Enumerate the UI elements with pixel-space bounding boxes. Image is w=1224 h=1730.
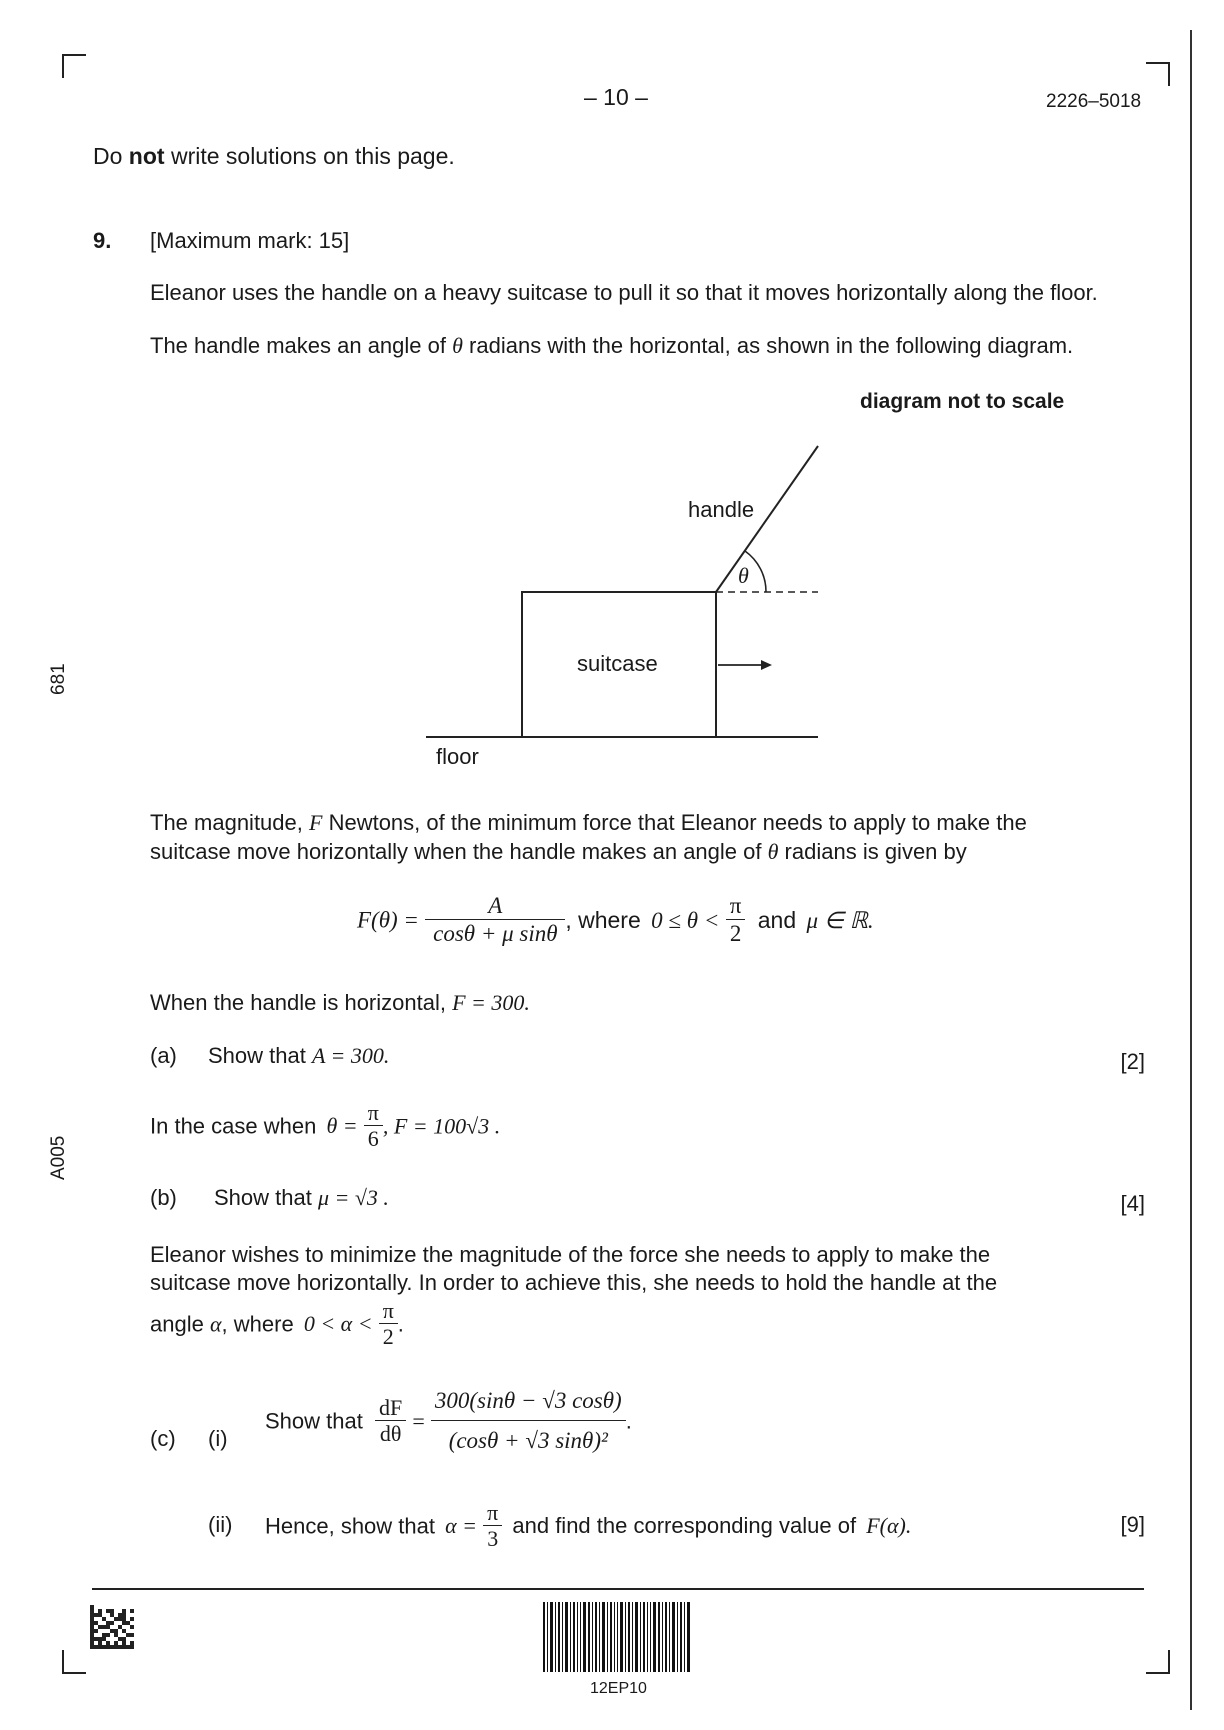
margin-code-top: 681 bbox=[48, 663, 69, 695]
part-c-ii-text-a: Hence, show that bbox=[265, 1513, 435, 1539]
minimize-pi: π bbox=[379, 1298, 398, 1324]
part-a-marks: [2] bbox=[1120, 1049, 1145, 1074]
derivative-eq: = bbox=[412, 1408, 425, 1434]
part-b bbox=[150, 1185, 1145, 1217]
page-number: – 10 – bbox=[584, 84, 648, 110]
max-mark: [Maximum mark: 15] bbox=[150, 228, 350, 253]
magnitude-line-2-a: suitcase move horizontally when the handle makes an angle of bbox=[150, 839, 762, 864]
minimize-end: . bbox=[397, 1311, 404, 1337]
minimize-line-2: suitcase move horizontally. In order to achieve this, she needs to hold the handle at the bbox=[150, 1270, 998, 1295]
part-c-sub-ii: (ii) bbox=[208, 1512, 233, 1537]
part-c-ii-three: 3 bbox=[487, 1526, 499, 1552]
suitcase-diagram bbox=[420, 440, 840, 780]
part-b-label: (b) bbox=[150, 1185, 177, 1210]
suitcase-label: suitcase bbox=[577, 651, 658, 676]
part-c-marks: [9] bbox=[1120, 1512, 1145, 1537]
intro-line-1: Eleanor uses the handle on a heavy suitcase to pull it so that it moves horizontally along the floor. bbox=[150, 280, 1098, 305]
intro-line-2-a: The handle makes an angle of bbox=[150, 333, 446, 358]
notice bbox=[93, 143, 455, 170]
part-c-ii-alpha-eq: α = bbox=[445, 1513, 478, 1539]
formula-where: , where bbox=[565, 907, 641, 934]
minimize-range: 0 < α < bbox=[303, 1311, 373, 1337]
paper-code: 2226–5018 bbox=[1046, 91, 1142, 112]
formula-fraction bbox=[425, 893, 565, 948]
magnitude-line-1-b: Newtons, of the minimum force that Eleanor needs to apply to make the bbox=[328, 810, 1027, 835]
part-b-math: μ = √3 . bbox=[317, 1185, 389, 1210]
part-a-label: (a) bbox=[150, 1043, 177, 1068]
case-fraction bbox=[364, 1100, 383, 1153]
case-f-eq: , F = 100√3 . bbox=[382, 1113, 501, 1139]
case-pi: π bbox=[364, 1100, 383, 1126]
minimize-fraction bbox=[379, 1298, 398, 1351]
part-c-label: (c) bbox=[150, 1426, 176, 1451]
part-c-i-statement bbox=[265, 1388, 632, 1455]
corner-mark-bottom-left bbox=[62, 1650, 86, 1674]
notice-bold: not bbox=[128, 143, 165, 169]
part-a-text bbox=[208, 1043, 389, 1069]
formula-mu-in-r: μ ∈ ℝ. bbox=[806, 907, 874, 933]
derivative-denominator: (cosθ + √3 sinθ)² bbox=[448, 1428, 608, 1454]
horizontal-math: F = 300. bbox=[452, 990, 530, 1015]
part-c-i bbox=[150, 1388, 1145, 1498]
formula-denominator: cosθ + μ sinθ bbox=[433, 921, 558, 947]
intro-line-2 bbox=[150, 333, 1073, 359]
magnitude-line-2 bbox=[150, 839, 967, 865]
matrix-barcode bbox=[90, 1605, 134, 1649]
formula-range-fraction bbox=[726, 893, 746, 948]
derivative-fraction bbox=[375, 1395, 406, 1448]
part-a bbox=[150, 1043, 1145, 1075]
part-a-show-that: Show that bbox=[208, 1043, 306, 1068]
part-c-i-show-that: Show that bbox=[265, 1408, 363, 1434]
part-a-math: A = 300. bbox=[311, 1043, 390, 1068]
minimize-two: 2 bbox=[382, 1324, 394, 1350]
derivative-dtheta: dθ bbox=[379, 1421, 402, 1447]
theta-symbol-2: θ bbox=[767, 839, 779, 864]
part-c-ii-pi: π bbox=[483, 1500, 502, 1526]
footer-code: 12EP10 bbox=[590, 1680, 647, 1697]
notice-prefix: Do bbox=[93, 143, 129, 169]
formula-and: and bbox=[757, 907, 797, 934]
f-symbol: F bbox=[309, 810, 323, 835]
minimize-line-3 bbox=[150, 1298, 404, 1351]
theta-label: θ bbox=[738, 563, 749, 588]
motion-arrow-head bbox=[761, 660, 772, 670]
magnitude-line-1-a: The magnitude, bbox=[150, 810, 303, 835]
derivative-numerator: 300(sinθ − √3 cosθ) bbox=[431, 1388, 626, 1421]
magnitude-line-1 bbox=[150, 810, 1027, 836]
part-b-text bbox=[214, 1185, 389, 1211]
linear-barcode bbox=[543, 1602, 693, 1672]
minimize-where: , where bbox=[221, 1311, 294, 1337]
part-c-sub-i: (i) bbox=[208, 1426, 228, 1451]
intro-line-2-b: radians with the horizontal, as shown in the following diagram. bbox=[469, 333, 1074, 358]
corner-mark-top-left bbox=[62, 54, 86, 78]
formula-range: 0 ≤ θ < bbox=[651, 907, 720, 933]
right-edge-line bbox=[1190, 30, 1192, 1710]
handle-label: handle bbox=[688, 497, 755, 522]
margin-code-bottom: A005 bbox=[48, 1135, 69, 1180]
part-c-ii-text-b: and find the corresponding value of bbox=[512, 1513, 857, 1539]
floor-label: floor bbox=[436, 744, 479, 769]
case-statement bbox=[150, 1100, 500, 1153]
case-theta-eq: θ = bbox=[326, 1113, 358, 1139]
case-six: 6 bbox=[367, 1126, 379, 1152]
notice-suffix: write solutions on this page. bbox=[164, 143, 455, 169]
question-number: 9. bbox=[93, 228, 112, 253]
horizontal-statement bbox=[150, 990, 530, 1016]
part-b-show-that: Show that bbox=[214, 1185, 312, 1210]
formula-pi: π bbox=[726, 893, 746, 920]
part-c-ii-f-alpha: F(α). bbox=[866, 1513, 912, 1539]
footer-rule bbox=[92, 1588, 1144, 1590]
derivative-end: . bbox=[625, 1408, 632, 1434]
minimize-alpha: α bbox=[209, 1311, 222, 1337]
case-text: In the case when bbox=[150, 1113, 317, 1139]
minimize-angle: angle bbox=[150, 1311, 204, 1337]
corner-mark-bottom-right bbox=[1146, 1650, 1170, 1674]
derivative-rhs-fraction bbox=[431, 1388, 626, 1455]
force-formula bbox=[357, 893, 874, 948]
formula-lhs: F(θ) = bbox=[357, 907, 419, 933]
formula-two: 2 bbox=[729, 921, 742, 947]
corner-mark-top-right bbox=[1146, 62, 1170, 86]
horizontal-text: When the handle is horizontal, bbox=[150, 990, 446, 1015]
magnitude-line-2-b: radians is given by bbox=[784, 839, 967, 864]
derivative-df: dF bbox=[375, 1395, 406, 1421]
part-c-ii-statement bbox=[265, 1500, 911, 1553]
formula-numerator: A bbox=[425, 893, 565, 920]
part-b-marks: [4] bbox=[1120, 1191, 1145, 1216]
diagram-note: diagram not to scale bbox=[860, 390, 1065, 413]
part-c-ii bbox=[150, 1500, 1145, 1560]
theta-symbol: θ bbox=[452, 333, 463, 358]
part-c-ii-fraction bbox=[483, 1500, 502, 1553]
minimize-line-1: Eleanor wishes to minimize the magnitude of the force she needs to apply to make the bbox=[150, 1242, 991, 1267]
